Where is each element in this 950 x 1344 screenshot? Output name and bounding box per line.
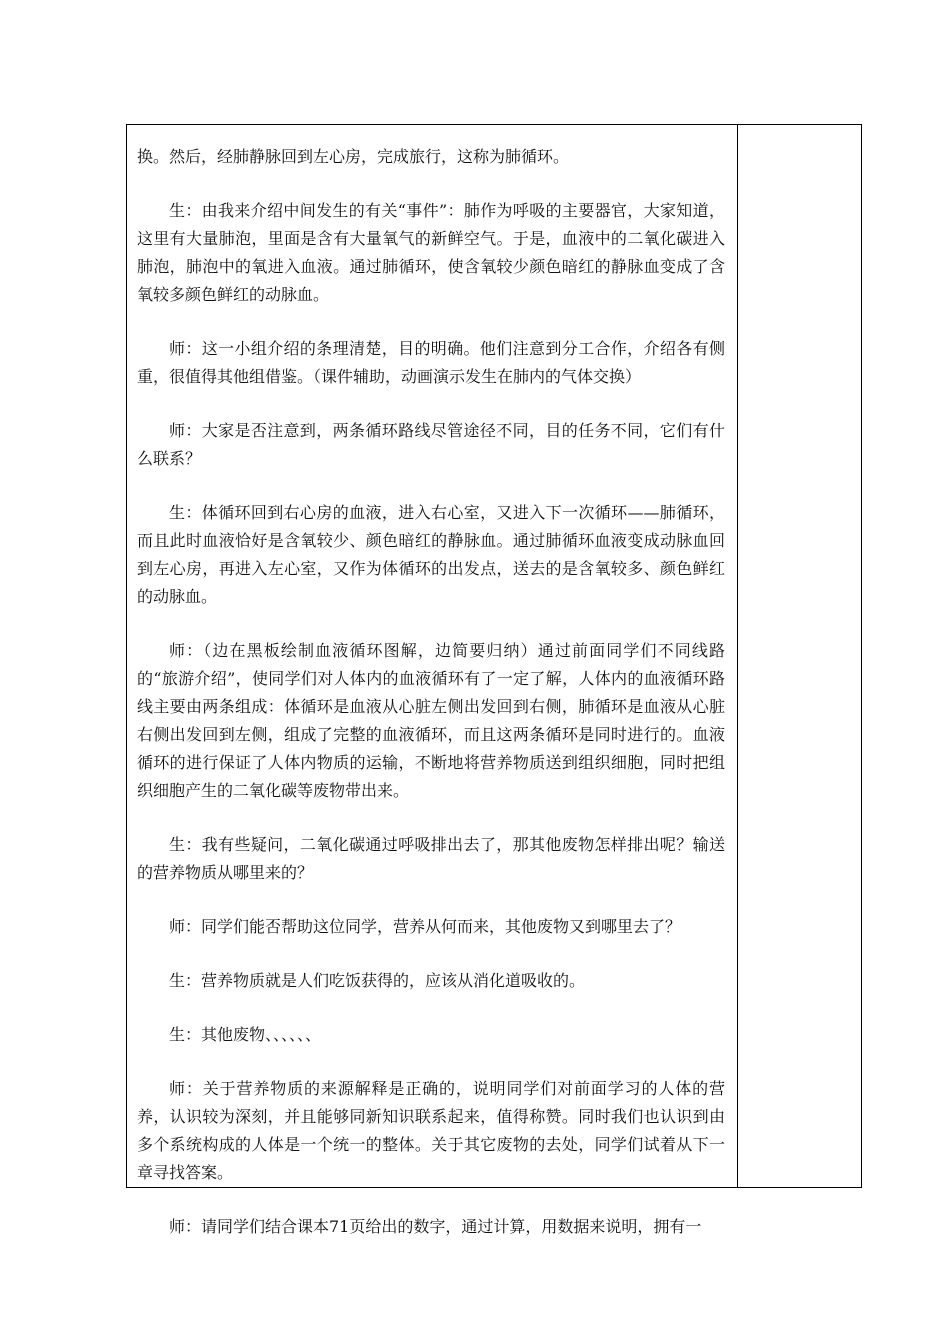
paragraph-1: 换。然后，经肺静脉回到左心房，完成旅行，这称为肺循环。 — [137, 147, 570, 166]
paragraph-9: 生：营养物质就是人们吃饭获得的，应该从消化道吸收的。 — [169, 971, 586, 990]
paragraph-12: 师：请同学们结合课本71页给出的数字，通过计算，用数据来说明，拥有一 — [169, 1217, 702, 1236]
paragraph-6: 师：（边在黑板绘制血液循环图解，边简要归纳）通过前面同学们不同线路的“旅游介绍”，使同学们对人体内的血液循环有了一定了解，人体内的血液循环路线主要由两条组成：体循环是血液从心脏左侧出发回到右侧，肺循环是血液从心脏右侧出发回到左侧，组成了完整的血液循环，而且这两条循环是同时进行的。血液循环的进行保证了人体内物质的运输，不断地将营养物质送到组织细胞，同时把组织细胞产生的二氧化碳等废物带出来。 — [137, 641, 725, 800]
paragraph-5: 生：体循环回到右心房的血液，进入右心室，又进入下一次循环——肺循环，而且此时血液恰好是含氧较少、颜色暗红的静脉血。通过肺循环血液变成动脉血回到左心房，再进入左心室，又作为体循环的出发点，送去的是含氧较多、颜色鲜红的动脉血。 — [137, 503, 725, 606]
paragraph-8: 师：同学们能否帮助这位同学，营养从何而来，其他废物又到哪里去了？ — [169, 917, 682, 936]
paragraph-3: 师：这一小组介绍的条理清楚，目的明确。他们注意到分工合作，介绍各有侧重，很值得其他组借鉴。（课件辅助，动画演示发生在肺内的气体交换） — [137, 339, 725, 386]
paragraph-11: 师：关于营养物质的来源解释是正确的，说明同学们对前面学习的人体的营养，认识较为深刻，并且能够同新知识联系起来，值得称赞。同时我们也认识到由多个系统构成的人体是一个统一的整体。关于其它废物的去处，同学们试着从下一章寻找答案。 — [137, 1079, 725, 1182]
paragraph-2: 生：由我来介绍中间发生的有关“事件”：肺作为呼吸的主要器官，大家知道，这里有大量肺泡，里面是含有大量氧气的新鲜空气。于是，血液中的二氧化碳进入肺泡，肺泡中的氧进入血液。通过肺循环，使含氧较少颜色暗红的静脉血变成了含氧较多颜色鲜红的动脉血。 — [137, 201, 725, 304]
paragraph-10: 生：其他废物、、、、、、 — [169, 1025, 322, 1044]
notes-cell — [738, 125, 861, 1187]
lesson-table — [126, 124, 862, 1236]
lesson-content-cell — [127, 125, 738, 1236]
paragraph-7: 生：我有些疑问，二氧化碳通过呼吸排出去了，那其他废物怎样排出呢？输送的营养物质从哪里来的？ — [137, 835, 725, 882]
paragraph-4: 师：大家是否注意到，两条循环路线尽管途径不同，目的任务不同，它们有什么联系？ — [137, 421, 725, 468]
